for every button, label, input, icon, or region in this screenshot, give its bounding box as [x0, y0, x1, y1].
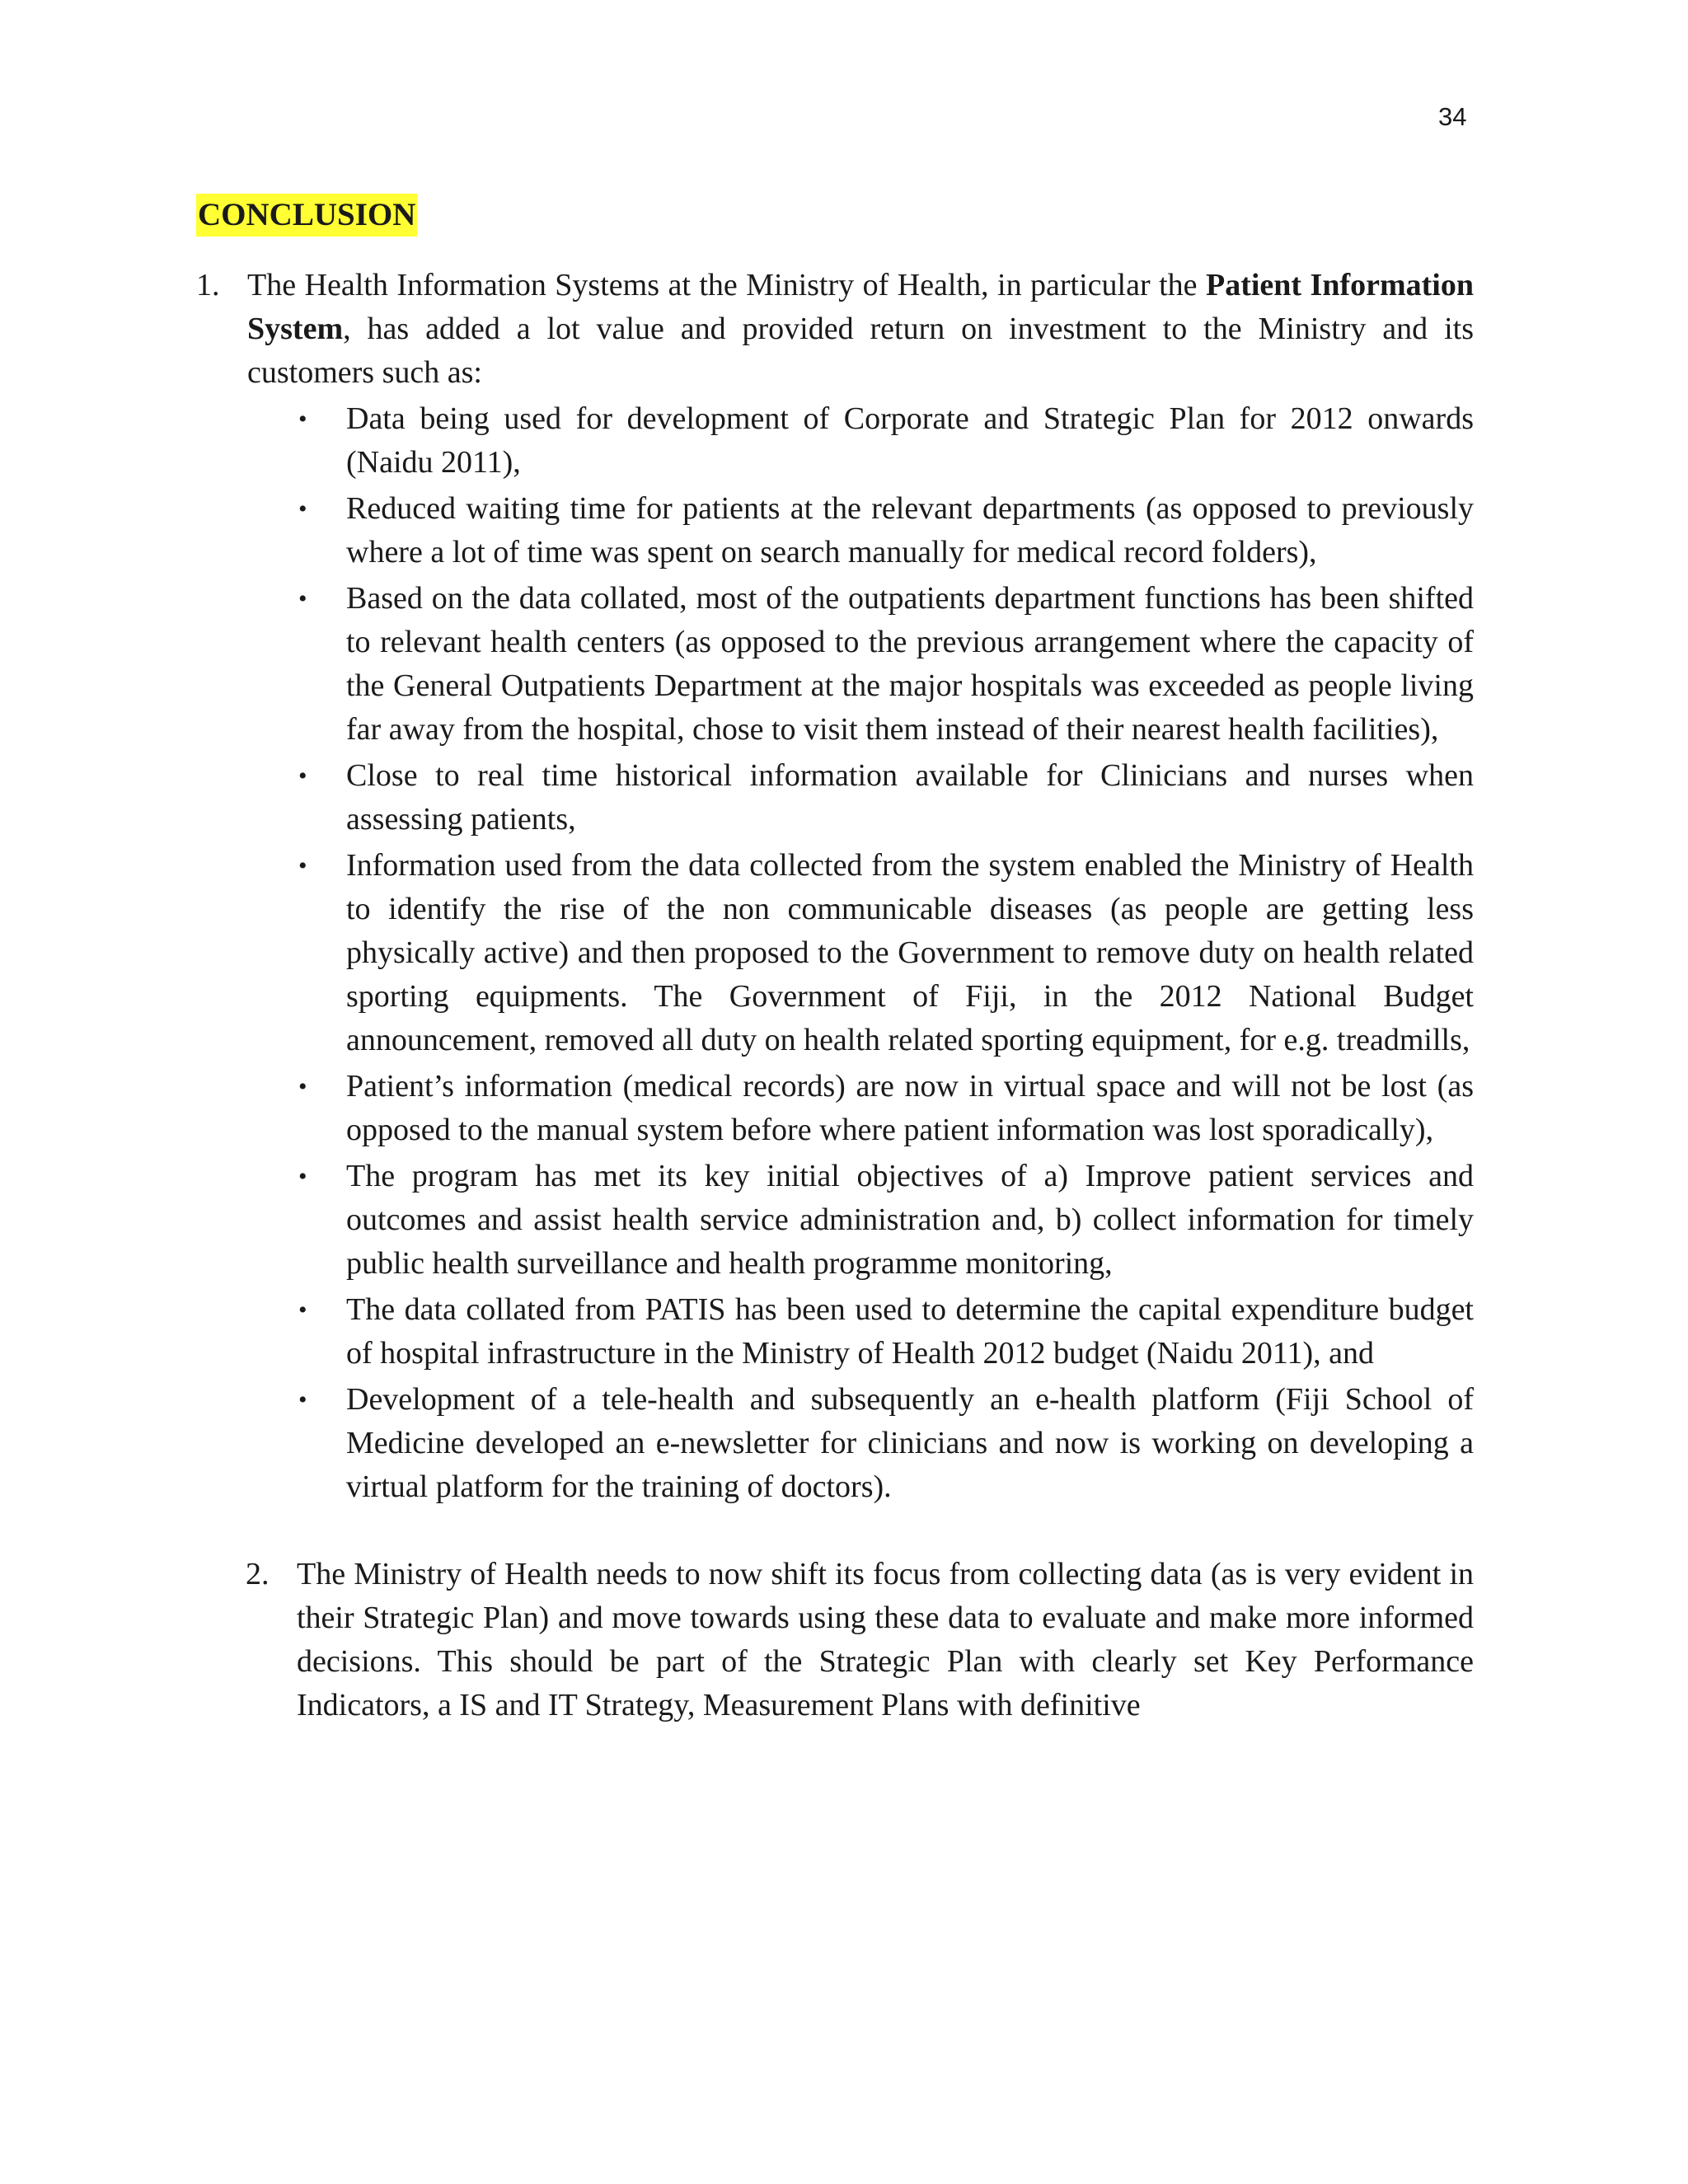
item-1-bullet-list — [247, 397, 1474, 1509]
list-item — [298, 754, 1474, 841]
list-item-text: Based on the data collated, most of the outpatients department functions has been shifted to relevant health centers (as opposed to the previous arrangement where the capacity of the General Outpatients Department at the major hospitals was exceeded as people living far away from the hospital, chose to visit them instead of their nearest health facilities), — [346, 581, 1474, 747]
item-1-text-before: The Health Information Systems at the Ministry of Health, in particular the — [247, 268, 1206, 302]
list-item — [298, 844, 1474, 1062]
list-item-text: The data collated from PATIS has been used to determine the capital expenditure budget of hospital infrastructure in the Ministry of Health 2012 budget (Naidu 2011), and — [346, 1292, 1474, 1371]
item-2-text: The Ministry of Health needs to now shift its focus from collecting data (as is very evident in their Strategic Plan) and move towards using these data to evaluate and make more informed decisions. This should be part of the Strategic Plan with clearly set Key Performance Indicators, a IS and IT Strategy, Measurement Plans with definitive — [297, 1557, 1474, 1722]
list-item — [298, 487, 1474, 574]
list-item — [298, 397, 1474, 485]
conclusion-body — [196, 264, 1474, 1727]
list-item — [298, 1378, 1474, 1509]
bullet-icon: • — [298, 852, 307, 879]
section-heading-conclusion: CONCLUSION — [196, 194, 417, 237]
list-item-text: Patient’s information (medical records) are now in virtual space and will not be lost (as opposed to the manual system before where patient information was lost sporadically), — [346, 1069, 1474, 1147]
list-item — [298, 1065, 1474, 1152]
item-number: 2. — [246, 1557, 270, 1591]
item-1-text-after: , has added a lot value and provided return on investment to the Ministry and its customers such as: — [247, 312, 1474, 390]
item-number: 1. — [196, 268, 220, 302]
list-item-text: Information used from the data collected from the system enabled the Ministry of Health to identify the rise of the non communicable diseases (as people are getting less physically active) and then proposed to the Government to remove duty on health related sporting equipments. The Government of Fiji, in the 2012 National Budget announcement, removed all duty on health related sporting equipment, for e.g. treadmills, — [346, 848, 1474, 1057]
list-item-text: Reduced waiting time for patients at the relevant departments (as opposed to previously where a lot of time was spent on search manually for medical record folders), — [346, 491, 1474, 569]
bullet-icon: • — [298, 1163, 307, 1190]
list-item-text: Data being used for development of Corporate and Strategic Plan for 2012 onwards (Naidu 2011), — [346, 401, 1474, 480]
list-item — [298, 1288, 1474, 1376]
list-item-text: The program has met its key initial objectives of a) Improve patient services and outcomes and assist health service administration and, b) collect information for timely public health surveillance and health programme monitoring, — [346, 1159, 1474, 1281]
list-item — [298, 1155, 1474, 1286]
bullet-icon: • — [298, 1386, 307, 1413]
page-number: 34 — [1438, 102, 1467, 131]
item-1-bold-term: Patient Information System — [247, 268, 1474, 346]
list-item — [298, 577, 1474, 752]
bullet-icon: • — [298, 1073, 307, 1100]
list-item-text: Development of a tele-health and subsequently an e-health platform (Fiji School of Medicine developed an e-newsletter for clinicians and now is working on developing a virtual platform for the training of doctors). — [346, 1382, 1474, 1504]
bullet-icon: • — [298, 585, 307, 612]
list-item-text: Close to real time historical information available for Clinicians and nurses when assessing patients, — [346, 758, 1474, 837]
bullet-icon: • — [298, 495, 307, 523]
item-1-intro — [247, 264, 1474, 395]
bullet-icon: • — [298, 1296, 307, 1324]
conclusion-item-1 — [196, 264, 1474, 1509]
bullet-icon: • — [298, 762, 307, 790]
conclusion-item-2 — [196, 1553, 1474, 1727]
bullet-icon: • — [298, 405, 307, 433]
